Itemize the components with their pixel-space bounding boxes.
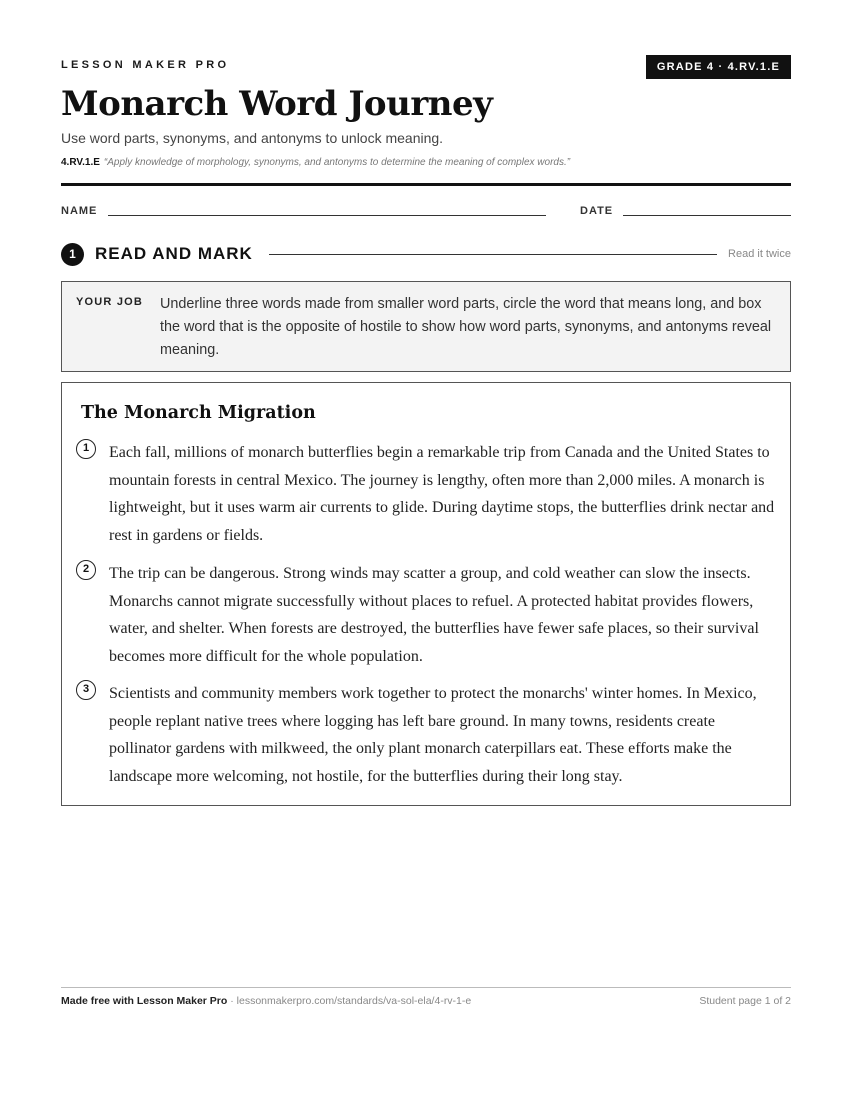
name-field[interactable] — [108, 215, 546, 216]
date-field[interactable] — [623, 215, 791, 216]
paragraph-number: 3 — [76, 680, 96, 700]
page-subtitle: Use word parts, synonyms, and antonyms to unlock meaning. — [61, 130, 444, 146]
section-title: READ AND MARK — [95, 244, 253, 263]
reading-passage — [61, 382, 791, 806]
header-divider — [61, 183, 791, 186]
standard-text: “Apply knowledge of morphology, synonyms, and antonyms to determine the meaning of complex words.” — [103, 157, 571, 168]
footer-url[interactable]: · lessonmakerpro.com/standards/va-sol-ela/4-rv-1-e — [227, 995, 472, 1007]
paragraph-number: 1 — [76, 439, 96, 459]
job-instructions-box — [61, 281, 791, 372]
standard-code: 4.RV.1.E — [61, 157, 100, 168]
standard-statement — [61, 157, 570, 168]
footer-divider — [61, 987, 791, 988]
page-title: Monarch Word Journey — [61, 84, 493, 124]
name-label: NAME — [61, 205, 98, 217]
page-number: Student page 1 of 2 — [699, 995, 791, 1007]
brand-name: LESSON MAKER PRO — [61, 59, 230, 71]
grade-badge: GRADE 4 · 4.RV.1.E — [646, 55, 791, 79]
footer-made-with: Made free with Lesson Maker Pro — [61, 995, 228, 1007]
paragraph-text: Scientists and community members work together to protect the monarchs' winter homes. In Mexico, people replant native trees where logging has left bare ground. In many towns, residents create pollinator gardens with milkweed, the only plant monarch caterpillars eat. These efforts make the landscape more welcoming, not hostile, for the butterflies during their long stay. — [109, 685, 757, 786]
paragraph-text: Each fall, millions of monarch butterflies begin a remarkable trip from Canada and the United States to mountain forests in central Mexico. The journey is lengthy, often more than 2,000 miles. A monarch is lightweight, but it uses warm air currents to glide. During daytime stops, the butterflies drink nectar and rest in gardens or fields. — [109, 444, 775, 545]
date-label: DATE — [580, 205, 614, 217]
worksheet-page — [61, 0, 791, 1100]
section-number: 1 — [61, 243, 84, 266]
section-note: Read it twice — [728, 248, 791, 260]
section-divider — [269, 254, 717, 255]
job-label: YOUR JOB — [76, 296, 144, 308]
paragraph-number: 2 — [76, 560, 96, 580]
job-text: Underline three words made from smaller word parts, circle the word that means long, and box the word that is the opposite of hostile to show how word parts, synonyms, and antonyms reveal meaning. — [160, 296, 772, 358]
passage-title: The Monarch Migration — [81, 403, 316, 423]
footer-credit — [61, 995, 471, 1007]
paragraph-text: The trip can be dangerous. Strong winds may scatter a group, and cold weather can slow the insects. Monarchs cannot migrate successfully without places to refuel. A protected habitat provides flowers, water, and shelter. When forests are destroyed, the butterflies have fewer safe places, so their survival becomes more difficult for the whole population. — [109, 565, 759, 666]
